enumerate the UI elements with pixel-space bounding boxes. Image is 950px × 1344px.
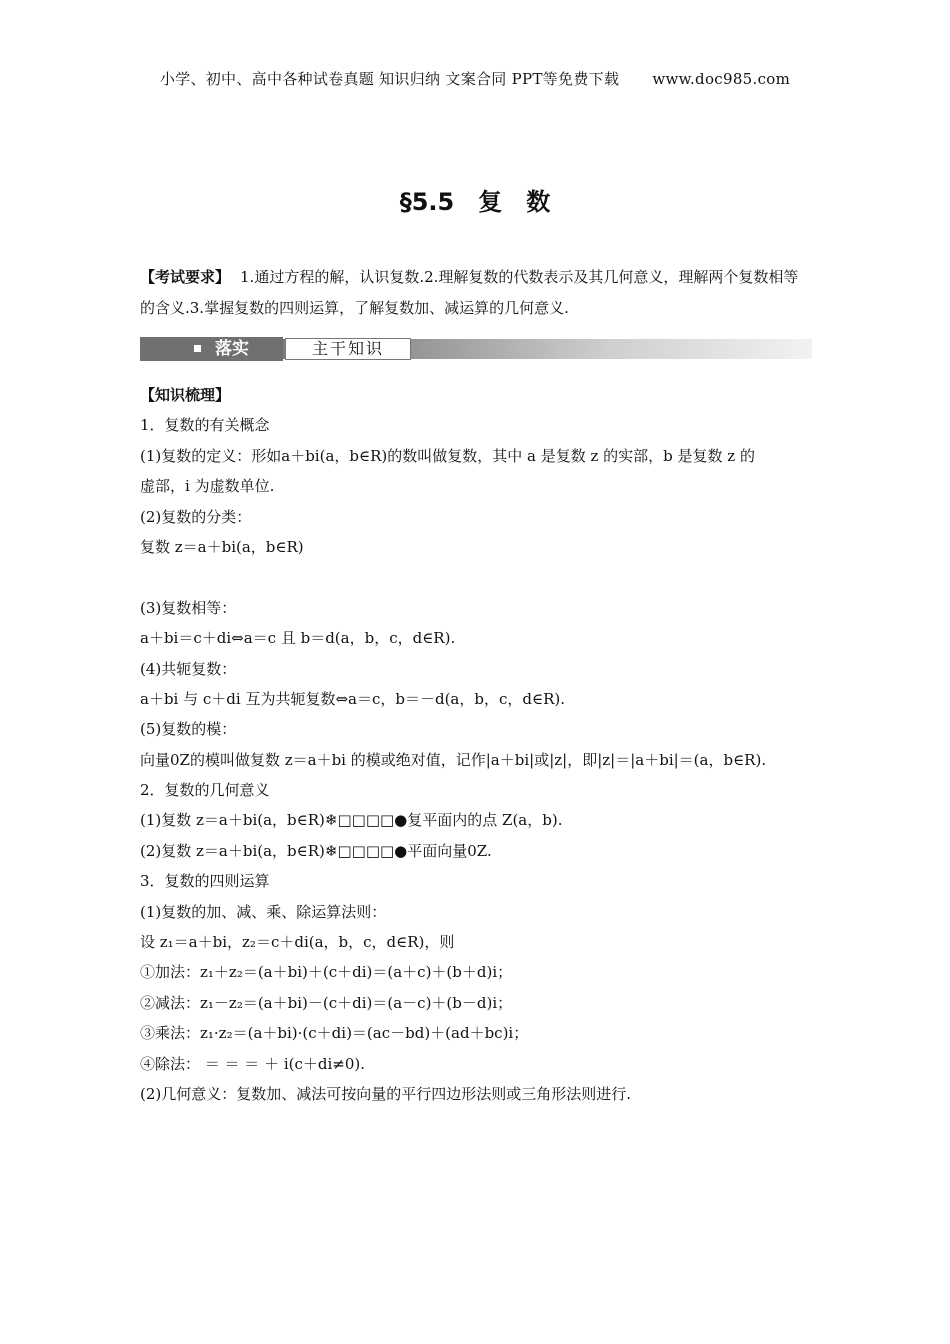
- banner-dark-block: [140, 337, 283, 361]
- exam-requirements: [140, 262, 812, 324]
- content-line: a＋bi＝c＋di⇔a＝c 且 b＝d(a，b，c，d∈R).: [140, 629, 456, 648]
- content-line: a＋bi 与 c＋di 互为共轭复数⇔a＝c，b＝－d(a，b，c，d∈R).: [140, 689, 565, 708]
- content-line: ②减法：z₁－z₂＝(a＋bi)－(c＋di)＝(a－c)＋(b－d)i；: [140, 993, 513, 1012]
- content-line: (1)复数的定义：形如a＋bi(a，b∈R)的数叫做复数，其中 a 是复数 z 的实部，b 是复数 z 的: [140, 446, 755, 465]
- content-line: (2)复数 z＝a＋bi(a，b∈R)❄□□□□●平面向量0Z.: [140, 841, 492, 860]
- banner-dark-label: 落实: [215, 339, 249, 359]
- content-line: 1．复数的有关概念: [140, 416, 270, 435]
- content-line: ④除法： ＝ ＝ ＝ ＋ i(c＋di≠0).: [140, 1054, 366, 1073]
- content-line: (1)复数的加、减、乘、除运算法则：: [140, 902, 387, 921]
- content-line: ①加法：z₁＋z₂＝(a＋bi)＋(c＋di)＝(a＋c)＋(b＋d)i；: [140, 963, 513, 982]
- content-line: (1)复数 z＝a＋bi(a，b∈R)❄□□□□●复平面内的点 Z(a，b).: [140, 811, 563, 830]
- requirements-text: 1.通过方程的解，认识复数.2.理解复数的代数表示及其几何意义，理解两个复数相等的含义.3.掌握复数的四则运算，了解复数加、减运算的几何意义.: [140, 268, 799, 317]
- content-line: 虚部，i 为虚数单位.: [140, 477, 275, 496]
- content-line: 【知识梳理】: [140, 386, 231, 404]
- content-line: 复数 z＝a＋bi(a，b∈R): [140, 537, 304, 556]
- content-line: 2．复数的几何意义: [140, 781, 270, 800]
- content-line: 3．复数的四则运算: [140, 872, 270, 891]
- content-line: (2)复数的分类：: [140, 507, 252, 526]
- content-line: (4)共轭复数：: [140, 659, 237, 678]
- content-line: ③乘法：z₁·z₂＝(a＋bi)·(c＋di)＝(ac－bd)＋(ad＋bc)i；: [140, 1024, 529, 1043]
- content-line: (2)几何意义：复数加、减法可按向量的平行四边形法则或三角形法则进行.: [140, 1084, 632, 1103]
- content-line: 向量0Z的模叫做复数 z＝a＋bi 的模或绝对值，记作|a＋bi|或|z|，即|z|＝|a＋bi|＝(a，b∈R).: [140, 750, 767, 769]
- content-line: (5)复数的模：: [140, 720, 237, 739]
- content-line: [140, 562, 812, 592]
- page-header: [0, 68, 950, 89]
- header-text: 小学、初中、高中各种试卷真题 知识归纳 文案合同 PPT等免费下载: [159, 70, 620, 88]
- content-line: 设 z₁＝a＋bi，z₂＝c＋di(a，b，c，d∈R)，则: [140, 933, 455, 952]
- requirements-label: 【考试要求】: [140, 268, 231, 286]
- square-bullet-icon: [194, 345, 201, 352]
- header-site: www.doc985.com: [652, 70, 791, 88]
- banner-light-label: 主干知识: [285, 338, 411, 360]
- section-banner: [140, 337, 812, 361]
- page-title: §5.5 复 数: [399, 188, 551, 216]
- knowledge-content: [140, 380, 812, 1109]
- content-line: (3)复数相等：: [140, 598, 237, 617]
